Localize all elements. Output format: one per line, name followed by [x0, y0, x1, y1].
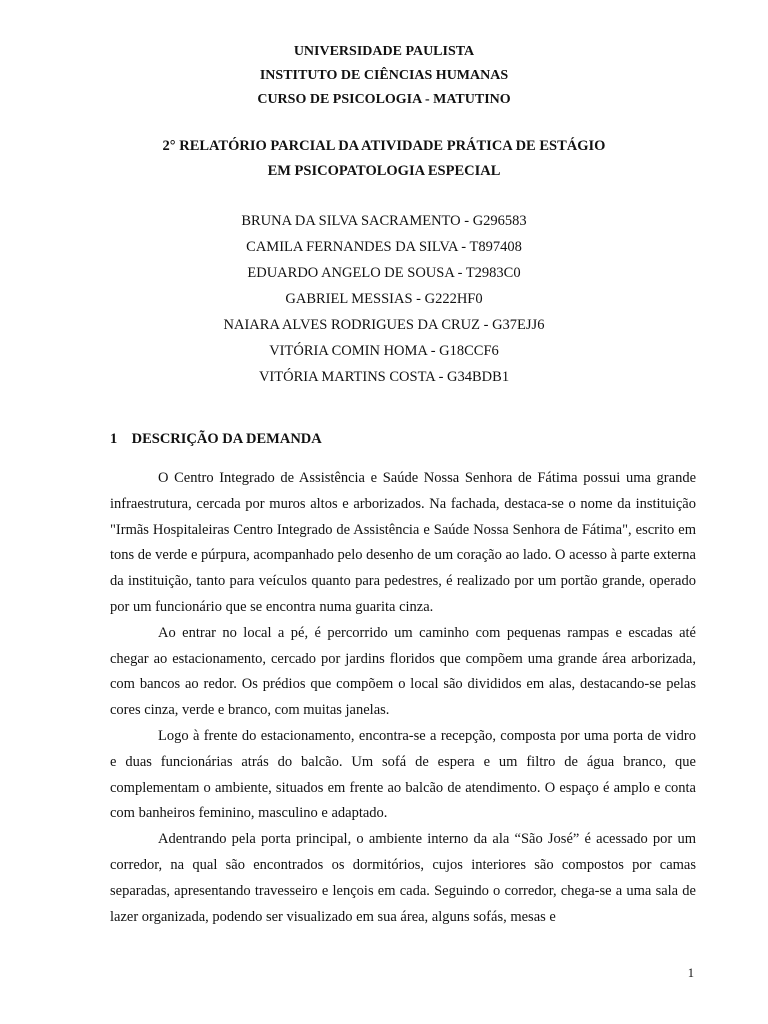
institution-header [0, 40, 768, 112]
author-list [0, 208, 768, 390]
author-entry: VITÓRIA MARTINS COSTA - G34BDB1 [258, 369, 510, 385]
paragraph: Adentrando pela porta principal, o ambiente interno da ala “São José” é acessado por um corredor, na qual são encontrados os dormitórios, cujos interiores são compostos por camas separadas, apresentando travesseiro e lençois em cada. Seguindo o corredor, chega-se a uma sala de lazer organizada, podendo ser visualizado em sua área, alguns sofás, mesas e [110, 831, 696, 925]
report-title-line-2: EM PSICOPATOLOGIA ESPECIAL [267, 163, 501, 179]
body-text [110, 466, 696, 930]
institute-name: INSTITUTO DE CIÊNCIAS HUMANAS [259, 68, 509, 83]
paragraph: Logo à frente do estacionamento, encontra-se a recepção, composta por uma porta de vidro e duas funcionárias atrás do balcão. Um sofá de espera e um filtro de água branco, que complementam o ambiente, situados em frente ao balcão de atendimento. O espaço é amplo e conta com banheiros feminino, masculino e adaptado. [110, 727, 696, 822]
author-entry: NAIARA ALVES RODRIGUES DA CRUZ - G37EJJ6 [223, 317, 545, 333]
section-number: 1 [110, 431, 118, 447]
author-entry: GABRIEL MESSIAS - G222HF0 [285, 291, 483, 307]
author-entry: VITÓRIA COMIN HOMA - G18CCF6 [269, 343, 499, 359]
paragraph: O Centro Integrado de Assistência e Saúde Nossa Senhora de Fátima possui uma grande infraestrutura, cercada por muros altos e arborizados. Na fachada, destaca-se o nome da instituição "Irmãs Hospitaleiras Centro Integrado de Assistência e Saúde Nossa Senhora de Fátima", escrito em tons de verde e púrpura, acompanhado pelo desenho de um coração ao lado. O acesso à parte externa da instituição, tanto para veículos quanto para pedestres, é realizado por um portão grande, operado por um funcionário que se encontra numa guarita cinza. [110, 470, 696, 615]
report-title [0, 134, 768, 184]
section-heading [110, 429, 322, 449]
author-entry: EDUARDO ANGELO DE SOUSA - T2983C0 [247, 265, 521, 281]
section-title: DESCRIÇÃO DA DEMANDA [131, 431, 322, 447]
page-number: 1 [687, 966, 694, 980]
paragraph: Ao entrar no local a pé, é percorrido um caminho com pequenas rampas e escadas até chegar ao estacionamento, cercado por jardins floridos que compõem uma grande área arborizada, com bancos ao redor. Os prédios que compõem o local são divididos em alas, destacando-se pelas cores cinza, verde e branco, com muitas janelas. [110, 624, 696, 719]
course-name: CURSO DE PSICOLOGIA - MATUTINO [257, 92, 511, 107]
university-name: UNIVERSIDADE PAULISTA [293, 44, 475, 59]
author-entry: BRUNA DA SILVA SACRAMENTO - G296583 [241, 213, 527, 229]
report-title-line-1: 2° RELATÓRIO PARCIAL DA ATIVIDADE PRÁTICA DE ESTÁGIO [162, 138, 606, 154]
author-entry: CAMILA FERNANDES DA SILVA - T897408 [246, 239, 522, 255]
